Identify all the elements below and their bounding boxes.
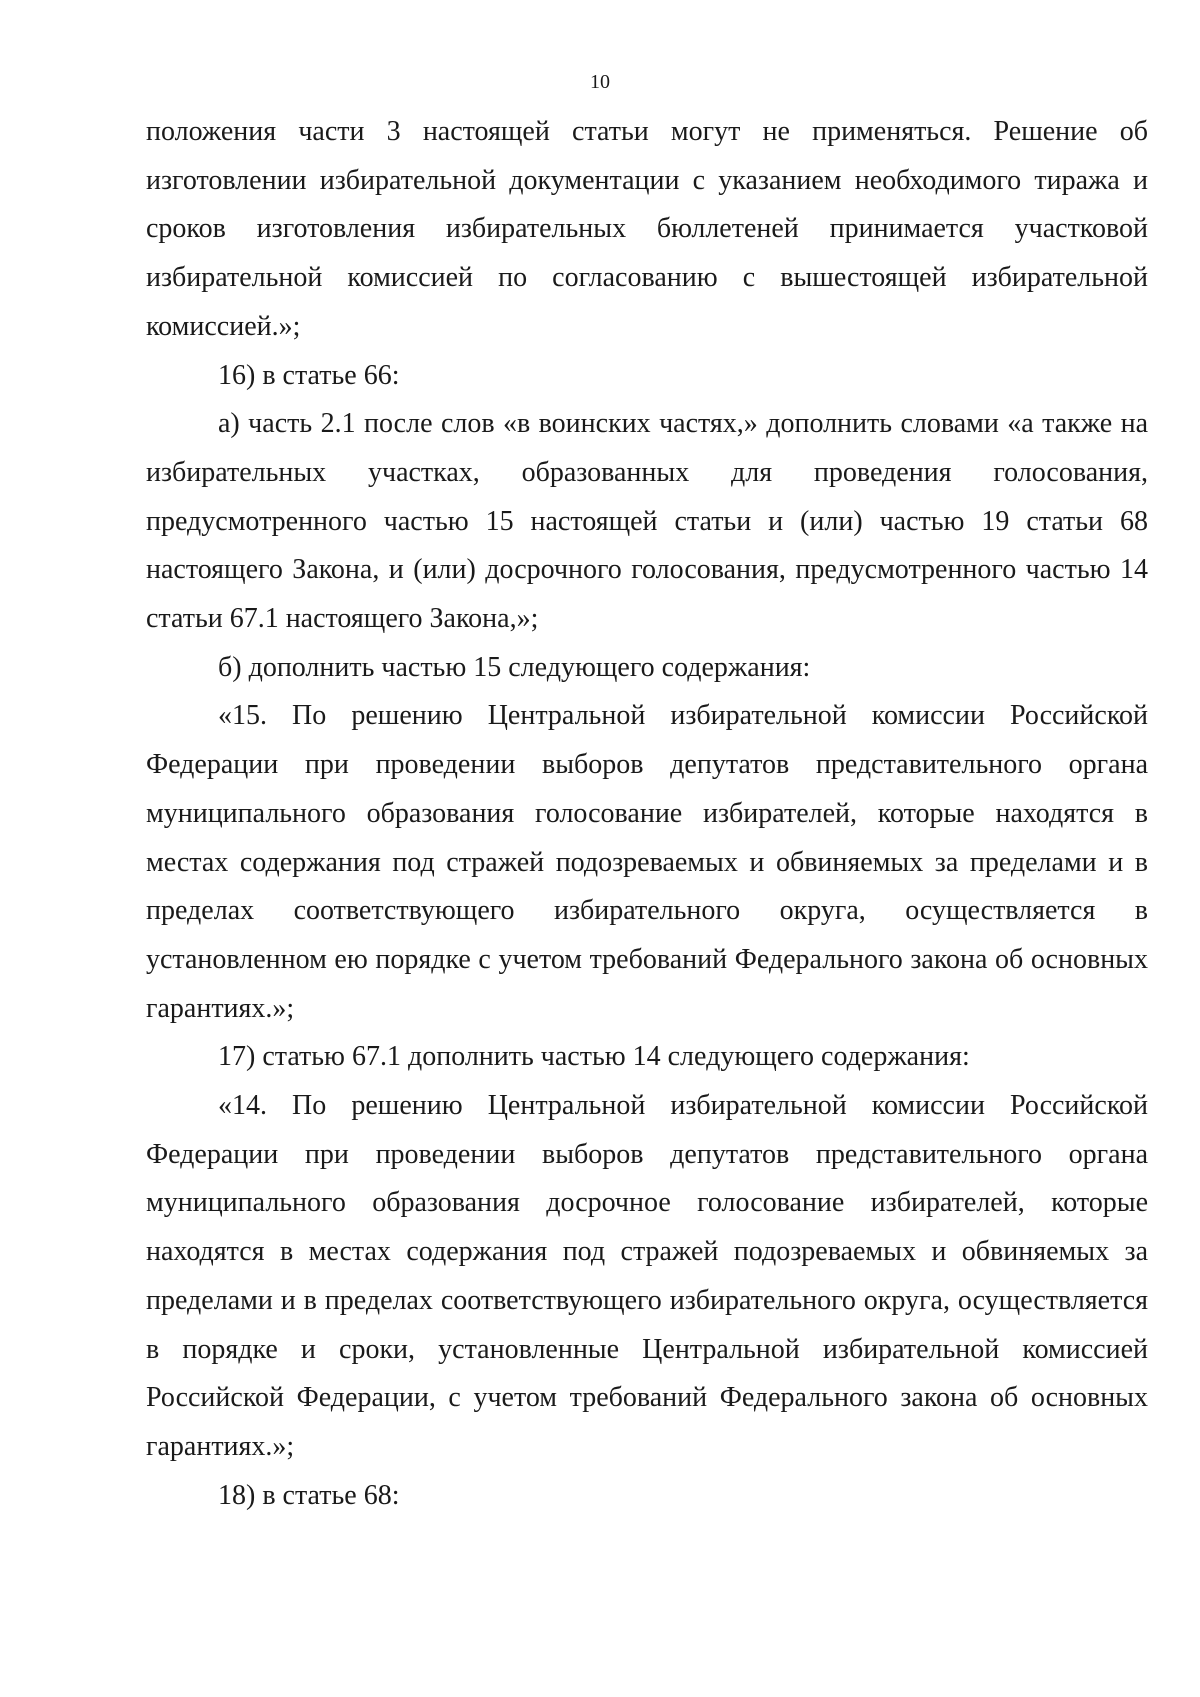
paragraph: «15. По решению Центральной избирательной комиссии Российской Федерации при проведении выборов депутатов представительного органа муниципального образования голосование избирателей, которые находятся в местах содержания под стражей подозреваемых и обвиняемых за пределами и в пределах соответствующего избирательного округа, осуществляется в установленном ею порядке с учетом требований Федерального закона об основных гарантиях.»;	[146, 700, 1148, 1024]
paragraph: 16) в статье 66:	[218, 359, 400, 391]
paragraph: а) часть 2.1 после слов «в воинских частях,» дополнить словами «а также на избирательных участках, образованных для проведения голосования, предусмотренного частью 15 настоящей статьи и (или) частью 19 статьи 68 настоящего Закона, и (или) досрочного голосования, предусмотренного частью 14 статьи 67.1 настоящего Закона,»;	[146, 408, 1148, 635]
paragraph: «14. По решению Центральной избирательной комиссии Российской Федерации при проведении выборов депутатов представительного органа муниципального образования досрочное голосование избирателей, которые находятся в местах содержания под стражей подозреваемых и обвиняемых за пределами и в пределах соответствующего избирательного округа, осуществляется в порядке и сроки, установленные Центральной избирательной комиссией Российской Федерации, с учетом требований Федерального закона об основных гарантиях.»;	[146, 1090, 1148, 1462]
paragraph: б) дополнить частью 15 следующего содержания:	[218, 651, 811, 683]
page-number: 10	[590, 71, 610, 93]
document-body	[146, 108, 1148, 1520]
paragraph: 18) в статье 68:	[218, 1479, 400, 1511]
paragraph: 17) статью 67.1 дополнить частью 14 следующего содержания:	[218, 1041, 970, 1073]
paragraph: положения части 3 настоящей статьи могут не применяться. Решение об изготовлении избирательной документации с указанием необходимого тиража и сроков изготовления избирательных бюллетеней принимается участковой избирательной комиссией по согласованию с вышестоящей избирательной комиссией.»;	[146, 116, 1148, 342]
